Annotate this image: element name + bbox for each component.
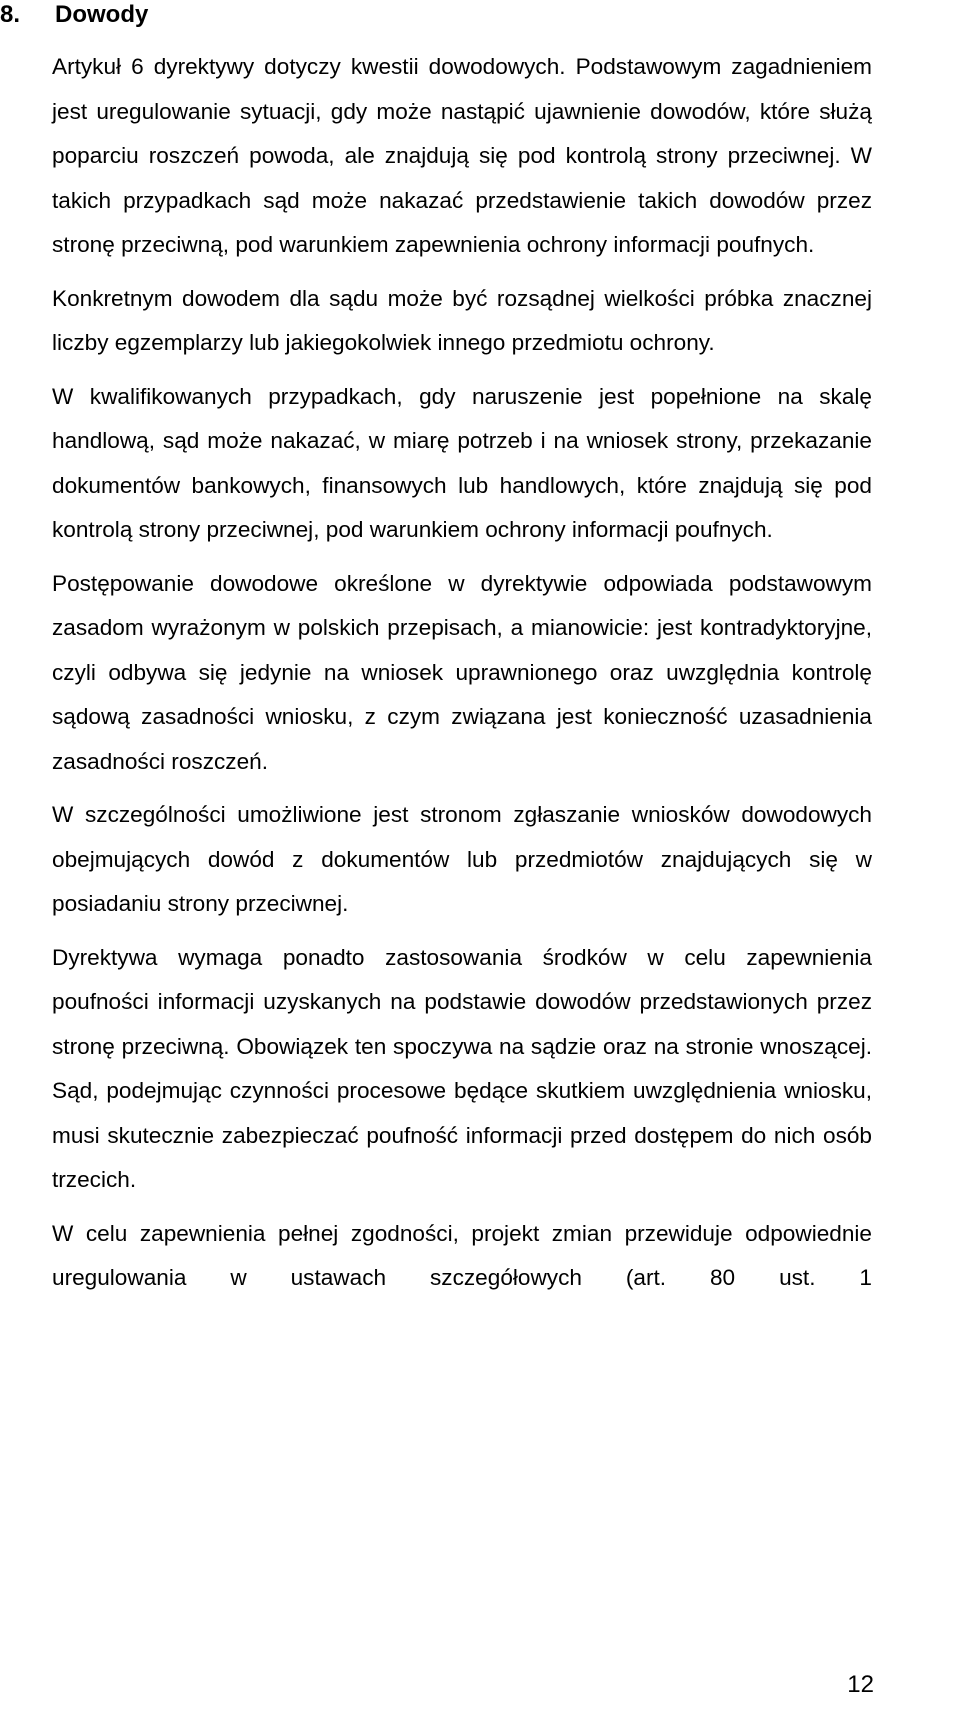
paragraph-article-6: Artykuł 6 dyrektywy dotyczy kwestii dowodowych. Podstawowym zagadnieniem jest uregulowanie sytuacji, gdy może nastąpić ujawnienie dowodów, które służą poparciu roszczeń powoda, ale znajdują się pod kontrolą strony przeciwnej. W takich przypadkach sąd może nakazać przedstawienie takich dowodów przez stronę przeciwną, pod warunkiem zapewnienia ochrony informacji poufnych. [52,54,872,257]
section-heading [0,0,148,30]
paragraph-sample-evidence: Konkretnym dowodem dla sądu może być rozsądnej wielkości próbka znacznej liczby egzemplarzy lub jakiegokolwiek innego przedmiotu ochrony. [52,285,872,355]
paragraph-evidence-motions: W szczególności umożliwione jest stronom zgłaszanie wniosków dowodowych obejmujących dowód z dokumentów lub przedmiotów znajdujących się w posiadaniu strony przeciwnej. [52,802,872,916]
paragraph-confidentiality: Dyrektywa wymaga ponadto zastosowania środków w celu zapewnienia poufności informacji uzyskanych na podstawie dowodów przedstawionych przez stronę przeciwną. Obowiązek ten spoczywa na sądzie oraz na stronie wnoszącej. Sąd, podejmując czynności procesowe będące skutkiem uwzględnienia wniosku, musi skutecznie zabezpieczać poufność informacji przed dostępem do nich osób trzecich. [52,944,872,1192]
paragraph-evidentiary-proceedings: Postępowanie dowodowe określone w dyrektywie odpowiada podstawowym zasadom wyrażonym w polskich przepisach, a mianowicie: jest kontradyktoryjne, czyli odbywa się jedynie na wniosek uprawnionego oraz uwzględnia kontrolę sądową zasadności wniosku, z czym związana jest konieczność uzasadnienia zasadności roszczeń. [52,570,872,774]
paragraph-full-compliance: W celu zapewnienia pełnej zgodności, projekt zmian przewiduje odpowiednie uregulowania w ustawach szczegółowych (art. 80 ust. 1 [52,1220,872,1290]
paragraph-commercial-scale: W kwalifikowanych przypadkach, gdy naruszenie jest popełnione na skalę handlową, sąd może nakazać, w miarę potrzeb i na wniosek strony, przekazanie dokumentów bankowych, finansowych lub handlowych, które znajdują się pod kontrolą strony przeciwnej, pod warunkiem ochrony informacji poufnych. [52,383,872,542]
section-body [52,45,872,1310]
page-number: 12 [847,1671,874,1698]
section-title: Dowody [55,1,149,28]
section-number: 8. [0,1,21,28]
